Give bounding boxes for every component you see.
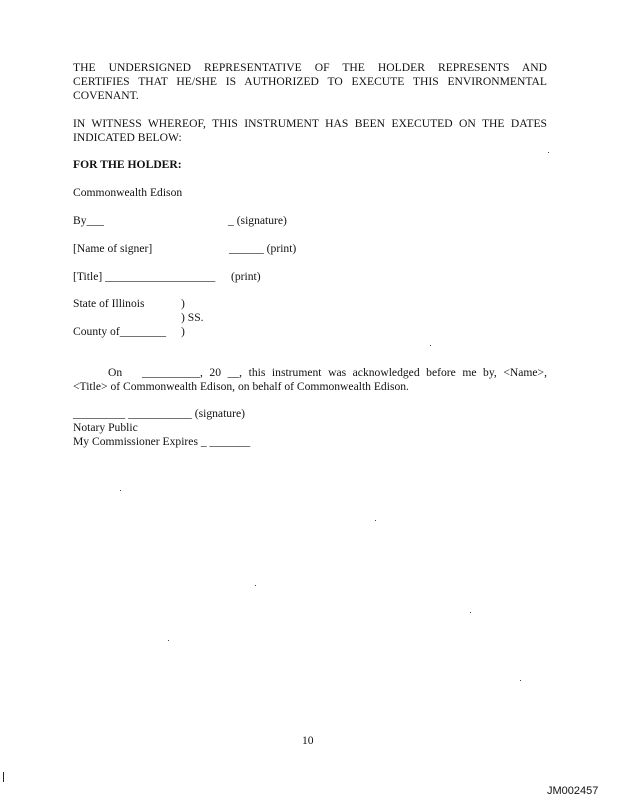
name-of-signer-label: [Name of signer] — [73, 242, 153, 255]
notary-public-label: Notary Public — [73, 421, 138, 434]
certify-line-1: THE UNDERSIGNED REPRESENTATIVE OF THE HOLDER REPRESENTS AND — [73, 61, 547, 74]
scan-speck — [168, 640, 169, 641]
title-print-note: (print) — [231, 270, 261, 283]
certify-line-2: CERTIFIES THAT HE/SHE IS AUTHORIZED TO EXECUTE THIS ENVIRONMENTAL — [73, 75, 547, 88]
title-label: [Title] ___________________ — [73, 270, 216, 283]
witness-line-2: INDICATED BELOW: — [73, 131, 182, 144]
page-number: 10 — [302, 734, 314, 747]
ack-on: On — [108, 366, 123, 379]
ss-label: ) SS. — [181, 311, 204, 324]
bates-number: JM002457 — [547, 785, 599, 797]
county-label: County of________ — [73, 325, 167, 338]
company-name: Commonwealth Edison — [73, 186, 183, 199]
county-paren: ) — [181, 325, 185, 338]
scan-speck — [255, 585, 256, 586]
by-signature-note: _ (signature) — [228, 214, 287, 227]
holder-heading: FOR THE HOLDER: — [73, 158, 182, 171]
ack-line-2: <Title> of Commonwealth Edison, on behalf of Commonwealth Edison. — [73, 380, 409, 393]
commission-expires-label: My Commissioner Expires _ _______ — [73, 435, 251, 448]
name-print-note: ______ (print) — [229, 242, 297, 255]
state-label: State of Illinois — [73, 297, 145, 310]
witness-line-1: IN WITNESS WHEREOF, THIS INSTRUMENT HAS BEEN EXECUTED ON THE DATES — [73, 117, 547, 130]
ack-line-1: __________, 20 __, this instrument was acknowledged before me by, <Name>, — [142, 366, 547, 379]
notary-signature-line: _________ ___________ (signature) — [73, 407, 245, 420]
scan-speck — [430, 345, 431, 346]
by-label: By___ — [73, 214, 104, 227]
state-paren: ) — [181, 297, 185, 310]
scan-edge-mark — [3, 772, 4, 782]
scan-speck — [470, 612, 471, 613]
certify-line-3: COVENANT. — [73, 89, 139, 102]
scan-speck — [375, 520, 376, 521]
scan-speck — [120, 490, 121, 491]
scan-speck — [548, 152, 549, 153]
scan-speck — [520, 680, 521, 681]
